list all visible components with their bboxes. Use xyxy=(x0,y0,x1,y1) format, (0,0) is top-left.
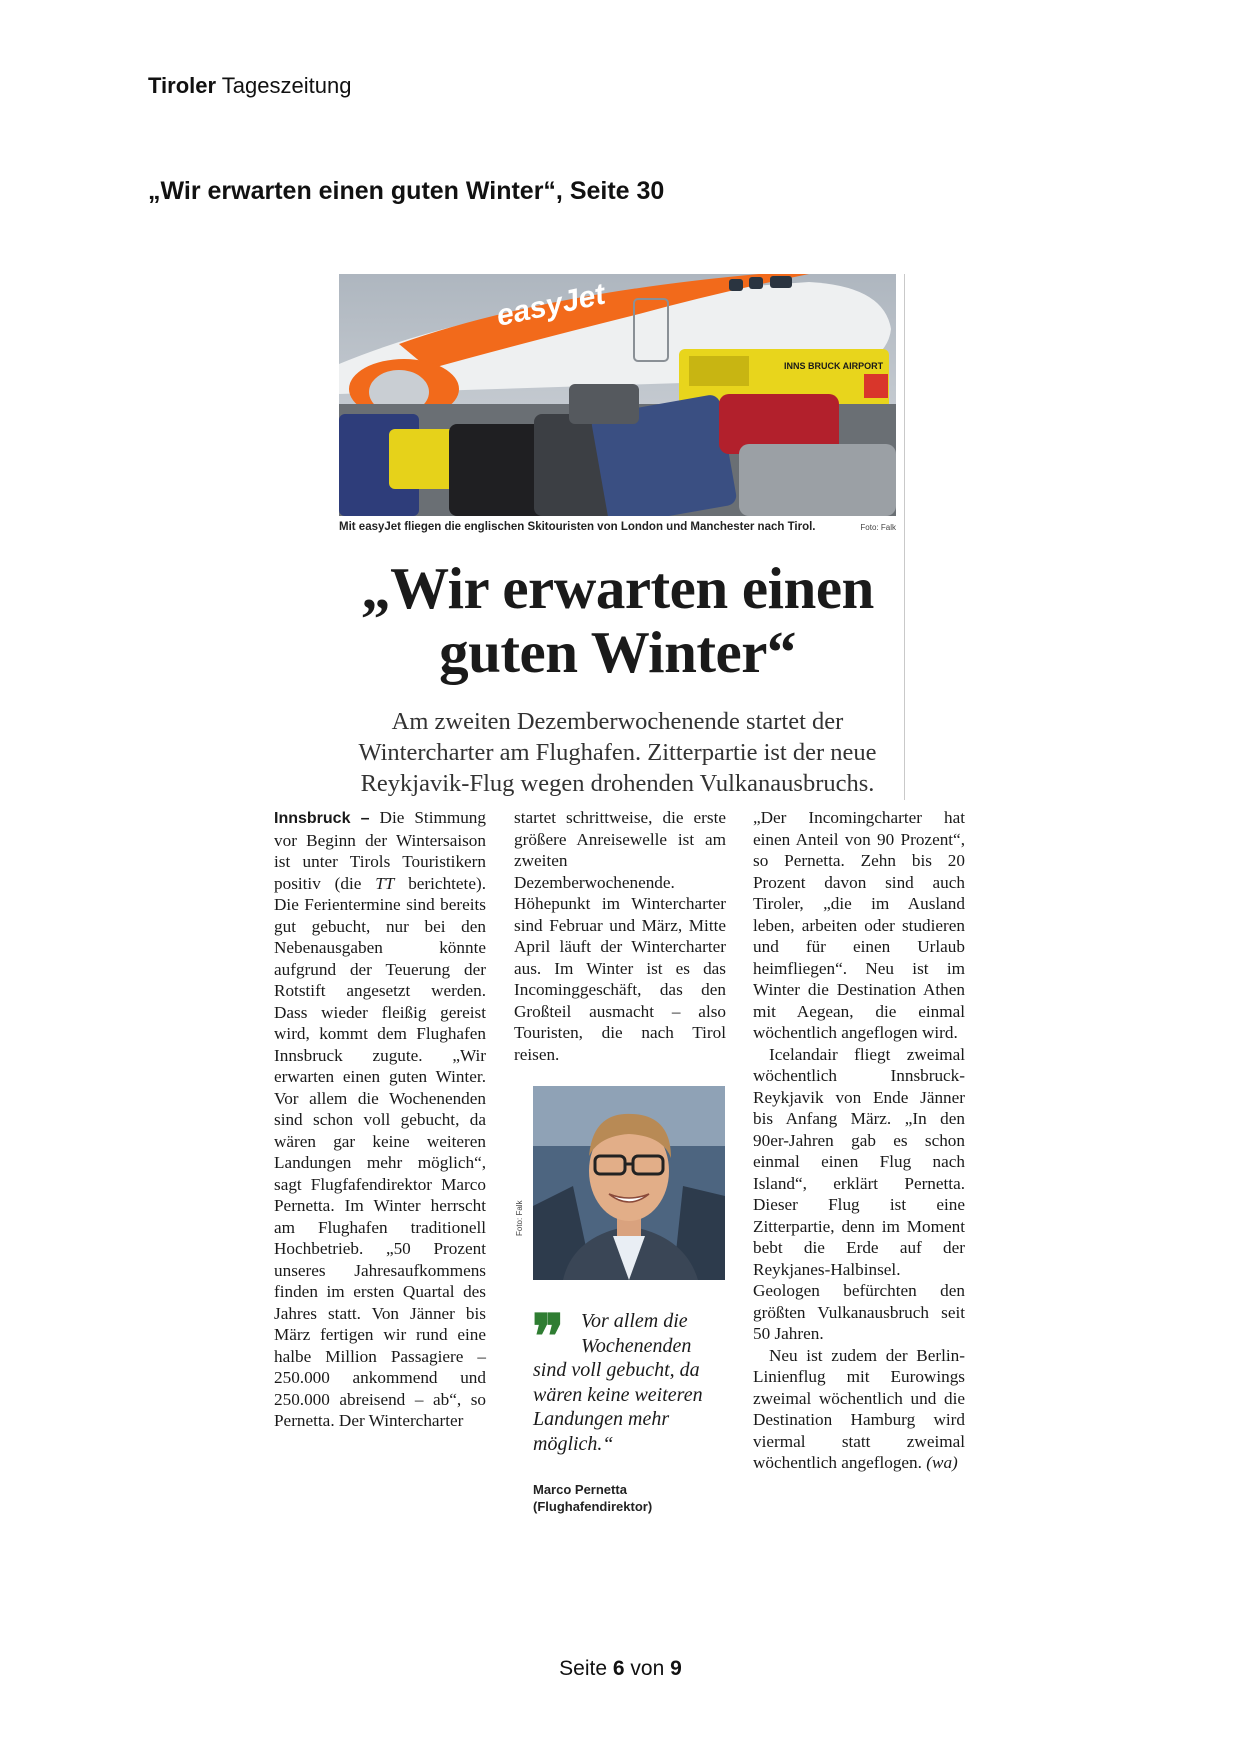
column-divider xyxy=(904,274,905,800)
article-column-3 xyxy=(753,807,965,1474)
article-title xyxy=(339,556,896,684)
column-1-paragraph xyxy=(274,807,486,1432)
vehicle-label: INNS BRUCK AIRPORT xyxy=(784,361,884,371)
page-counter-middle: von xyxy=(630,1657,665,1680)
article-subtitle-line1: Am zweiten Dezemberwochenende startet der xyxy=(391,708,844,735)
page-current: 6 xyxy=(612,1657,625,1680)
airport-photo-illustration xyxy=(339,274,896,516)
article-subtitle-line2: Wintercharter am Flughafen. Zitterpartie ist der neue xyxy=(358,739,877,766)
column-1-text-a: Die Stimmung vor Beginn der Wintersaison ist unter Tirols Touristikern positiv (die xyxy=(274,808,486,893)
suitcase-yellow xyxy=(389,429,459,489)
suitcase-silver xyxy=(739,444,896,516)
article-reference: „Wir erwarten einen guten Winter“, Seite 30 xyxy=(148,177,665,205)
photo-credit: Foto: Falk xyxy=(860,523,896,532)
pull-quote-rest: sind voll gebucht, da wären keine weiteren Landungen mehr möglich.“ xyxy=(533,1359,703,1455)
article-subtitle xyxy=(339,706,896,799)
airport-photo xyxy=(339,274,896,516)
photo-caption xyxy=(339,521,896,535)
pull-quote xyxy=(532,1304,728,1456)
photo-caption-text: Mit easyJet fliegen die englischen Skitouristen von London und Manchester nach Tirol. xyxy=(339,521,816,533)
column-3-paragraph-1: „Der Incomingcharter hat einen Anteil von 90 Prozent“, so Pernetta. Zehn bis 20 Prozent davon sind auch Tiroler, „die im Ausland leben, arbeiten oder studieren und für einen Urlaub heimfliegen“. Neu ist im Winter die Destination Athen mit Aegean, die einmal wöchentlich angeflogen wird. xyxy=(753,808,965,1042)
page-counter-prefix: Seite xyxy=(559,1657,608,1680)
article-subtitle-line3: Reykjavik-Flug wegen drohenden Vulkanausbruchs. xyxy=(360,770,875,797)
column-1-text-b: berichtete). Die Ferientermine sind bereits gut gebucht, nur bei den Nebenausgaben könnte aufgrund der Teuerung der Rotstift angesetzt werden. Dass wieder fleißig gereist wird, kommt dem Flughafen Innsbruck zugute. „Wir erwarten einen guten Winter. Vor allem die Wochenenden sind schon voll gebucht, da wären gar keine weiteren Landungen mehr möglich“, sagt Flugfafendirektor Marco Pernetta. Im Winter herrscht am Flughafen traditionell Hochbetrieb. „50 Prozent unseres Jahresaufkommens finden im ersten Quartal des Jahres statt. Von Jänner bis März fertigen wir rund eine halbe Million Passagiere – 250.000 ankommend und 250.000 abreisend – ab“, so Pernetta. Der Wintercharter xyxy=(274,873,486,1430)
article-title-line1: „Wir erwarten einen xyxy=(361,555,874,621)
article-title-line2: guten Winter“ xyxy=(439,619,796,685)
publication-name xyxy=(148,73,351,99)
column-3-paragraph-3-text: Neu ist zudem der Berlin-Linienflug mit Eurowings zweimal wöchentlich und die Destination Hamburg wird viermal statt zweimal wöchentlich angeflogen. xyxy=(753,1345,965,1472)
column-3-paragraph-2: Icelandair fliegt zweimal wöchentlich Innsbruck-Reykjavik von Ende Jänner bis Anfang März. „In den 90er-Jahren gab es schon einmal einen Flug nach Island“, erklärt Pernetta. Dieser Flug ist eine Zitterpartie, denn im Moment bebt die Erde auf der Reykjanes-Halbinsel. Geologen befürchten den größten Vulkanausbruch seit 50 Jahren. xyxy=(753,1044,965,1343)
publication-name-rest: Tageszeitung xyxy=(221,73,352,98)
article-column-1 xyxy=(274,807,486,1432)
easyjet-logo: easyJet xyxy=(493,277,609,333)
pull-quote-first: Vor allem die Wochenenden xyxy=(581,1310,692,1357)
column-3-paragraph-3 xyxy=(753,1345,965,1474)
page-total: 9 xyxy=(670,1657,682,1680)
column-2-paragraph: startet schrittweise, die erste größere Anreisewelle ist am zweiten Dezemberwochenende. Höhepunkt im Wintercharter sind Februar und März, Mitte April läuft der Wintercharter aus. Im Winter ist es das Incominggeschäft, das den Großteil ausmacht – also Touristen, die nach Tirol reisen. xyxy=(514,808,726,1064)
quote-attribution xyxy=(533,1481,652,1515)
tt-abbreviation: TT xyxy=(375,873,395,893)
article-column-2 xyxy=(514,807,726,1065)
quote-mark-icon: ❞ xyxy=(532,1304,565,1370)
portrait-credit: Foto: Falk xyxy=(515,1200,524,1236)
author-byline: (wa) xyxy=(926,1453,958,1472)
quote-author-name: Marco Pernetta xyxy=(533,1482,627,1497)
quote-author-role: (Flughafendirektor) xyxy=(533,1499,653,1514)
portrait-illustration xyxy=(533,1086,725,1280)
portrait-photo xyxy=(533,1086,725,1280)
publication-name-bold: Tiroler xyxy=(148,73,217,98)
dateline: Innsbruck – xyxy=(274,810,370,827)
page-counter xyxy=(0,1657,1241,1681)
